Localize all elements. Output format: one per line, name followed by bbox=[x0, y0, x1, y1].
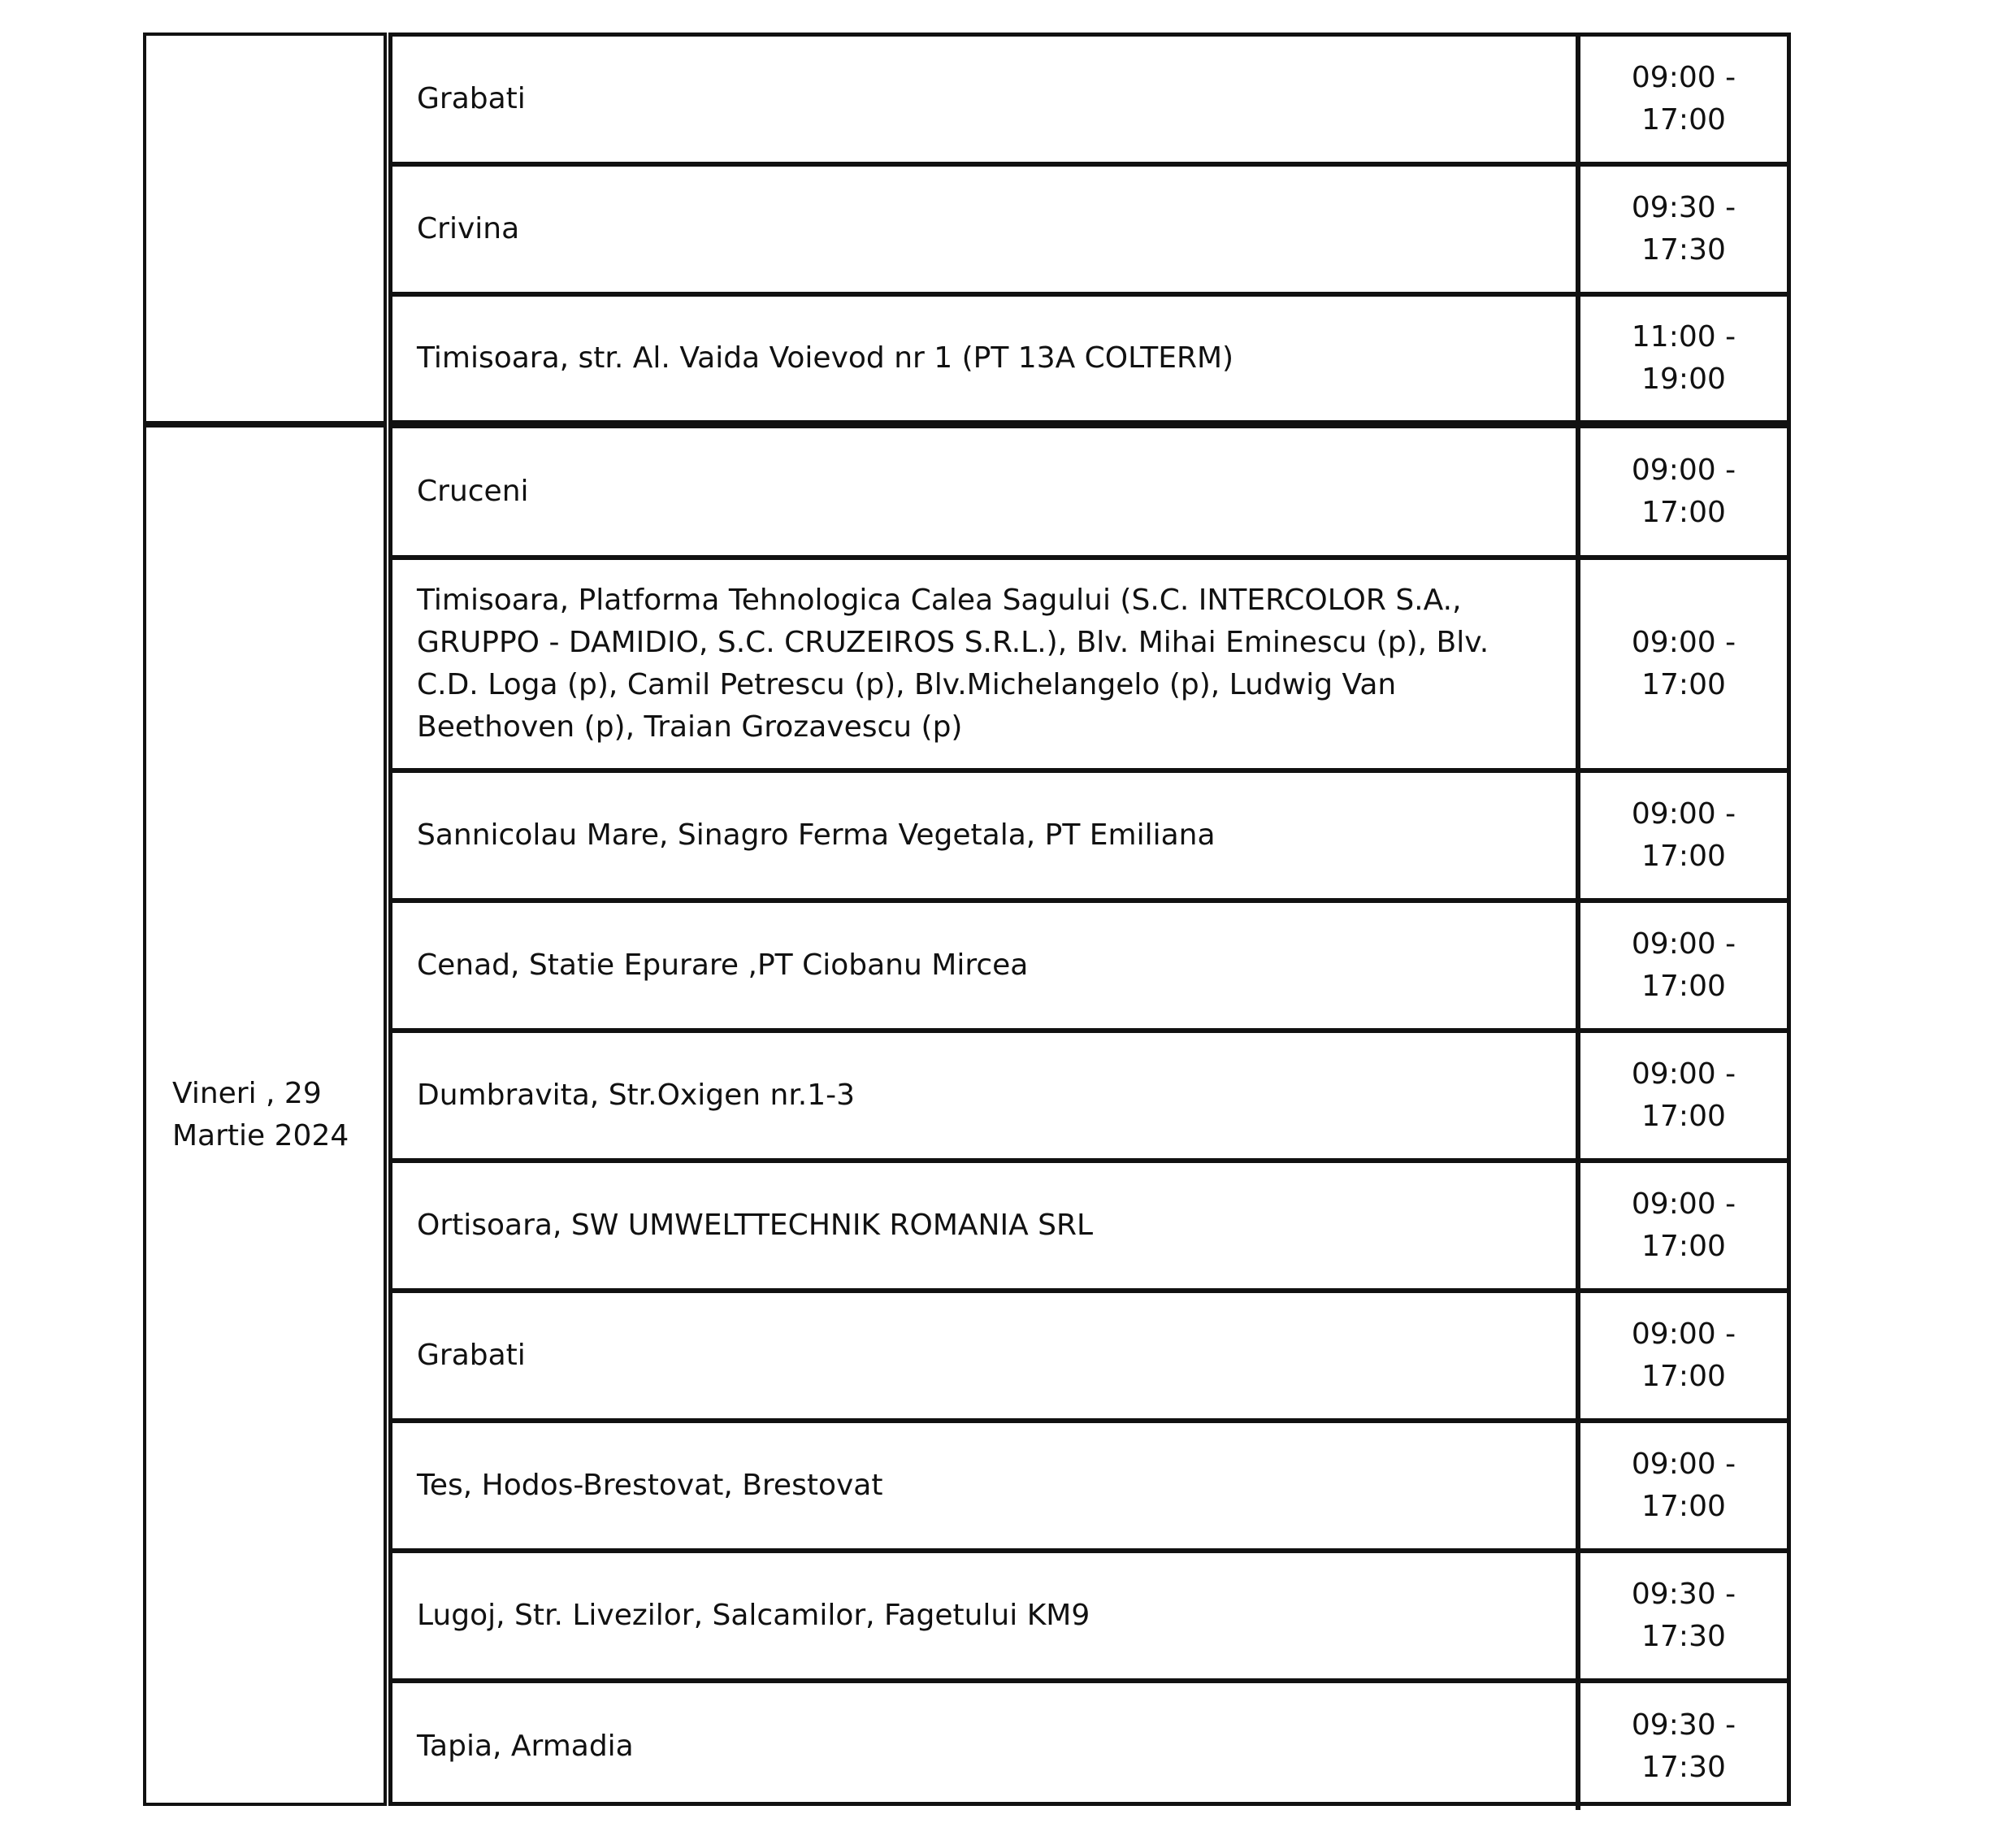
table-row bbox=[392, 1033, 1787, 1163]
schedule-group-continuation bbox=[143, 33, 1791, 424]
schedule-group-day bbox=[143, 424, 1791, 1806]
time-cell: 09:00 - 17:00 bbox=[1631, 1448, 1736, 1523]
time-cell: 09:00 - 17:00 bbox=[1631, 1187, 1736, 1263]
table-row bbox=[392, 297, 1787, 420]
table-row bbox=[392, 903, 1787, 1033]
table-row bbox=[392, 428, 1787, 560]
location-cell: Ortisoara, SW UMWELTTECHNIK ROMANIA SRL bbox=[392, 1163, 1580, 1288]
time-cell: 09:30 - 17:30 bbox=[1631, 191, 1736, 267]
table-row bbox=[392, 773, 1787, 903]
location-cell: Tapia, Armadia bbox=[392, 1683, 1580, 1810]
time-cell: 09:00 - 17:00 bbox=[1631, 454, 1736, 529]
table-row bbox=[392, 1163, 1787, 1293]
location-rows bbox=[388, 424, 1791, 1806]
time-cell: 09:00 - 17:00 bbox=[1631, 797, 1736, 873]
time-cell: 09:00 - 17:00 bbox=[1631, 626, 1736, 701]
time-cell: 09:30 - 17:30 bbox=[1631, 1578, 1736, 1653]
location-cell: Timisoara, Platforma Tehnologica Calea Sagului (S.C. INTERCOLOR S.A., GRUPPO - DAMIDIO, S.C. CRUZEIROS S.R.L.), Blv. Mihai Eminescu (p), Blv. C.D. Loga (p), Camil Petrescu (p), Blv.Michelangelo (p), Ludwig Van Beethoven (p), Traian Grozavescu (p) bbox=[392, 560, 1580, 768]
location-cell: Dumbravita, Str.Oxigen nr.1-3 bbox=[392, 1033, 1580, 1158]
location-cell: Timisoara, str. Al. Vaida Voievod nr 1 (PT 13A COLTERM) bbox=[392, 297, 1580, 420]
location-cell: Cruceni bbox=[392, 428, 1580, 555]
table-row bbox=[392, 1683, 1787, 1810]
table-row bbox=[392, 167, 1787, 297]
location-cell: Cenad, Statie Epurare ,PT Ciobanu Mircea bbox=[392, 903, 1580, 1028]
day-label: Vineri , 29 Martie 2024 bbox=[172, 1077, 349, 1152]
time-cell: 09:30 - 17:30 bbox=[1631, 1708, 1736, 1784]
day-cell bbox=[143, 33, 387, 424]
day-cell bbox=[143, 424, 387, 1806]
time-cell: 09:00 - 17:00 bbox=[1631, 61, 1736, 137]
location-rows bbox=[388, 33, 1791, 424]
location-cell: Crivina bbox=[392, 167, 1580, 292]
location-cell: Lugoj, Str. Livezilor, Salcamilor, Fagetului KM9 bbox=[392, 1553, 1580, 1678]
time-cell: 11:00 - 19:00 bbox=[1631, 320, 1736, 396]
location-cell: Tes, Hodos-Brestovat, Brestovat bbox=[392, 1423, 1580, 1548]
table-row bbox=[392, 560, 1787, 773]
time-cell: 09:00 - 17:00 bbox=[1631, 927, 1736, 1003]
table-row bbox=[392, 1423, 1787, 1553]
time-cell: 09:00 - 17:00 bbox=[1631, 1317, 1736, 1393]
table-row bbox=[392, 37, 1787, 167]
time-cell: 09:00 - 17:00 bbox=[1631, 1057, 1736, 1133]
location-cell: Grabati bbox=[392, 37, 1580, 162]
table-row bbox=[392, 1553, 1787, 1683]
table-row bbox=[392, 1293, 1787, 1423]
location-cell: Grabati bbox=[392, 1293, 1580, 1418]
location-cell: Sannicolau Mare, Sinagro Ferma Vegetala, PT Emiliana bbox=[392, 773, 1580, 898]
